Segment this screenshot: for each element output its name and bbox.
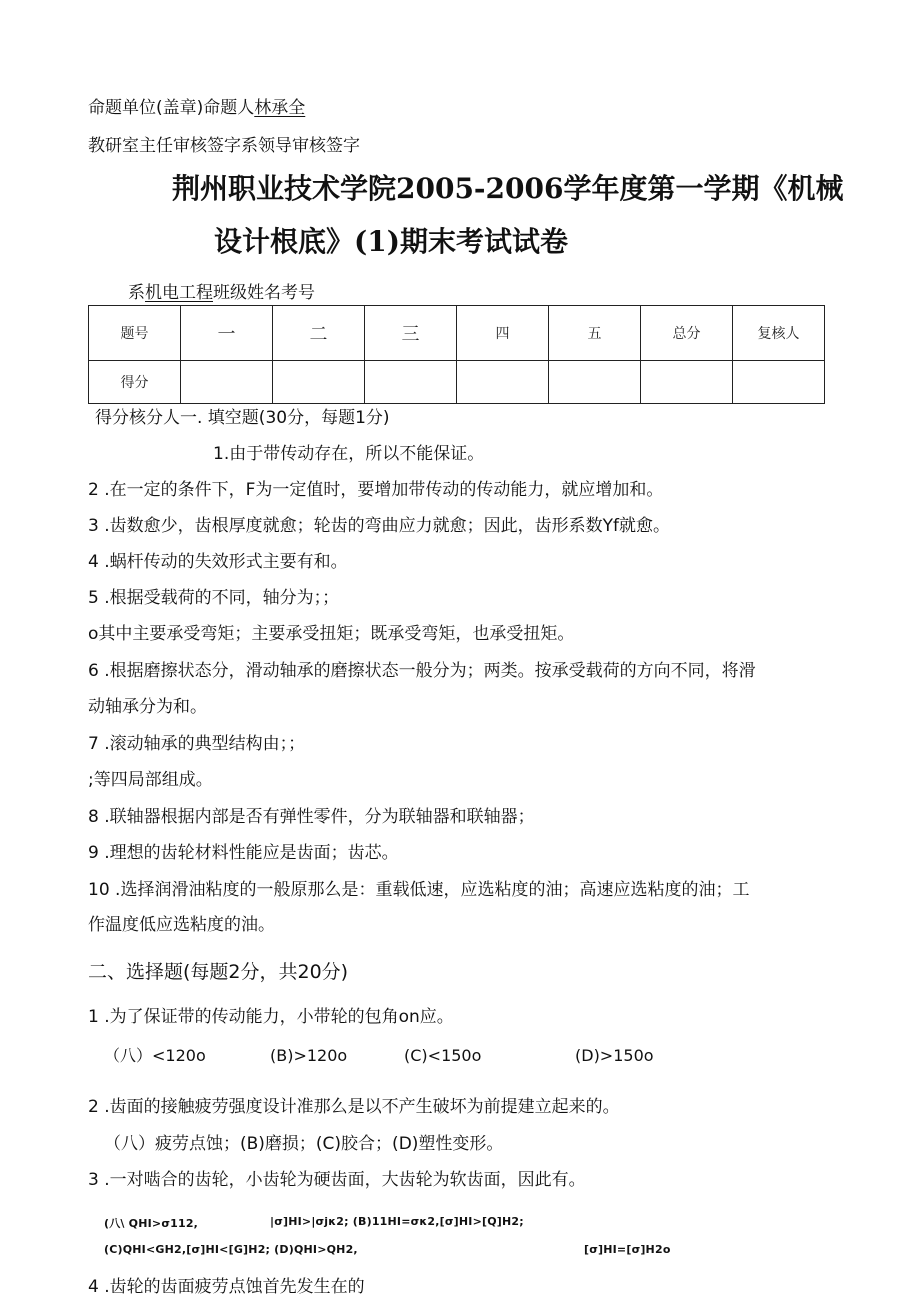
- score-input-cell[interactable]: [457, 361, 549, 404]
- fill-in-item: o其中主要承受弯矩；主要承受扭矩；既承受弯矩，也承受扭矩。: [88, 624, 575, 644]
- score-input-cell[interactable]: [549, 361, 641, 404]
- fill-in-item: 8 .联轴器根据内部是否有弹性零件，分为联轴器和联轴器；: [88, 807, 535, 827]
- score-header-cell: 一: [181, 306, 273, 361]
- fill-in-item: 7 .滚动轴承的典型结构由；；: [88, 734, 306, 754]
- choice-option: [σ]HI=[σ]H2o: [584, 1243, 671, 1256]
- score-header-cell: 四: [457, 306, 549, 361]
- exam-title-line-1: 荆州职业技术学院2005-2006学年度第一学期《机械: [172, 172, 844, 205]
- score-input-cell[interactable]: [641, 361, 733, 404]
- fill-in-item: 动轴承分为和。: [88, 697, 207, 717]
- info-suffix: 班级姓名考号: [213, 283, 315, 303]
- score-input-cell[interactable]: [181, 361, 273, 404]
- score-row-label: 得分: [89, 361, 181, 404]
- choice-option: (C)<150o: [404, 1046, 482, 1065]
- score-table: [88, 305, 825, 404]
- choice-question-3: 3 .一对啮合的齿轮，小齿轮为硬齿面，大齿轮为软齿面，因此有。: [88, 1170, 586, 1190]
- fill-in-heading: 得分核分人一. 填空题(30分，每题1分): [95, 408, 390, 428]
- score-input-cell[interactable]: [365, 361, 457, 404]
- choice-option: (B)>120o: [270, 1046, 348, 1065]
- score-table-header-row: [89, 306, 825, 361]
- score-header-cell: 三: [365, 306, 457, 361]
- choice-option: (八\ QHI>σ112,: [104, 1217, 199, 1230]
- score-header-cell: 五: [549, 306, 641, 361]
- score-input-cell[interactable]: [733, 361, 825, 404]
- choice-question-2: 2 .齿面的接触疲劳强度设计准那么是以不产生破坏为前提建立起来的。: [88, 1097, 620, 1117]
- choice-option: |σ]HI>|σjκ2; (B)11HI=σκ2,[σ]HI>[Q]H2;: [270, 1215, 524, 1228]
- fill-in-item: 4 .蜗杆传动的失效形式主要有和。: [88, 552, 348, 572]
- student-info-line: [128, 282, 315, 304]
- fill-in-item: 9 .理想的齿轮材料性能应是齿面；齿芯。: [88, 843, 399, 863]
- header-prefix: 命题单位(盖章)命题人: [88, 98, 255, 118]
- header-line-1: [88, 97, 305, 119]
- fill-in-item: 3 .齿数愈少，齿根厚度就愈；轮齿的弯曲应力就愈；因此，齿形系数Yf就愈。: [88, 516, 670, 536]
- department: 机电工程: [145, 283, 213, 303]
- choice-question-1: 1 .为了保证带的传动能力，小带轮的包角on应。: [88, 1007, 454, 1027]
- choice-option: (C)QHI<GH2,[σ]HI<[G]H2; (D)QHI>QH2,: [104, 1243, 358, 1256]
- proposer-name: 林承全: [254, 98, 306, 118]
- header-line-2: 教研室主任审核签字系领导审核签字: [88, 136, 360, 156]
- fill-in-item: 5 .根据受载荷的不同，轴分为；；: [88, 588, 340, 608]
- info-prefix: 系: [128, 283, 145, 303]
- fill-in-item: 10 .选择润滑油粘度的一般原那么是：重载低速，应选粘度的油；高速应选粘度的油；工: [88, 880, 750, 900]
- fill-in-item: ;等四局部组成。: [88, 770, 213, 790]
- choice-option: (D)>150o: [575, 1046, 654, 1065]
- fill-in-item: 作温度低应选粘度的油。: [88, 915, 275, 935]
- fill-in-item: 2 .在一定的条件下，F为一定值时，要增加带传动的传动能力，就应增加和。: [88, 480, 664, 500]
- choice-option: （八）<120o: [104, 1046, 206, 1065]
- choice-heading: 二、选择题(每题2分，共20分): [88, 961, 349, 983]
- score-header-cell: 二: [273, 306, 365, 361]
- score-header-cell: 题号: [89, 306, 181, 361]
- score-header-cell: 总分: [641, 306, 733, 361]
- fill-in-item: 1.由于带传动存在，所以不能保证。: [213, 444, 485, 464]
- score-header-cell: 复核人: [733, 306, 825, 361]
- score-table-score-row: [89, 361, 825, 404]
- choice-options-2: （八）疲劳点蚀；(B)磨损；(C)胶合；(D)塑性变形。: [104, 1134, 504, 1154]
- fill-in-item: 6 .根据磨擦状态分，滑动轴承的磨擦状态一般分为；两类。按承受载荷的方向不同，将滑: [88, 661, 756, 681]
- choice-question-4: 4 .齿轮的齿面疲劳点蚀首先发生在的: [88, 1277, 365, 1297]
- score-input-cell[interactable]: [273, 361, 365, 404]
- exam-title-line-2: 设计根底》(1)期末考试试卷: [214, 225, 568, 258]
